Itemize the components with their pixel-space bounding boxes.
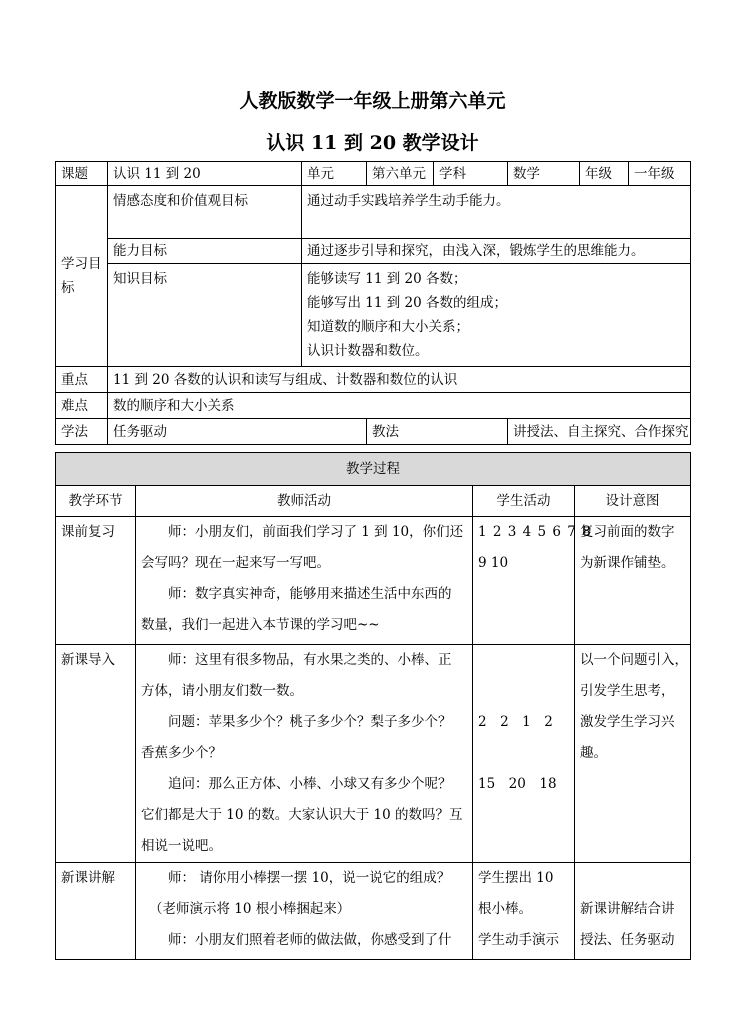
teacher-line: 师：这里有很多物品，有水果之类的、小棒、正 bbox=[168, 652, 452, 668]
intent-line: 授法、任务驱动 bbox=[580, 932, 675, 948]
student-line: 根小棒。 bbox=[478, 901, 532, 917]
teacher-activity-review bbox=[136, 517, 473, 645]
teacher-line: 数量，我们一起进入本节课的学习吧~~ bbox=[141, 617, 380, 633]
stage-intro bbox=[56, 645, 136, 863]
student-line: 学生动手演示 bbox=[478, 932, 559, 948]
goals-label: 学习目标 bbox=[56, 186, 108, 367]
subject-label: 学科 bbox=[434, 162, 508, 186]
intent-line: 趣。 bbox=[580, 745, 607, 761]
student-line: 1 2 3 4 5 6 7 8 bbox=[478, 524, 592, 540]
document-subtitle: 认识 11 到 20 教学设计 bbox=[266, 132, 479, 154]
course-value: 认识 11 到 20 bbox=[108, 162, 302, 186]
key-value: 11 到 20 各数的认识和读写与组成、计数器和数位的认识 bbox=[108, 367, 691, 393]
intent-line: 以一个问题引入， bbox=[580, 652, 688, 668]
teacher-line: 师：小朋友们，前面我们学习了 1 到 10，你们还 bbox=[168, 524, 464, 540]
teacher-line: 师：小朋友们照着老师的做法做，你感受到了什 bbox=[168, 932, 452, 948]
stage-label: 新课讲解 bbox=[61, 870, 115, 886]
design-intent-review bbox=[575, 517, 691, 645]
goal-text-attitude: 通过动手实践培养学生动手能力。 bbox=[302, 186, 691, 239]
design-intent-lecture bbox=[575, 863, 691, 960]
intent-line: 新课讲解结合讲 bbox=[580, 901, 675, 917]
goal-text-ability: 通过逐步引导和探究，由浅入深，锻炼学生的思维能力。 bbox=[302, 239, 691, 264]
course-label: 课题 bbox=[56, 162, 108, 186]
goal-label-attitude: 情感态度和价值观目标 bbox=[108, 186, 302, 239]
goal-label-knowledge: 知识目标 bbox=[108, 264, 302, 367]
student-activity-intro bbox=[473, 645, 575, 863]
header-intent: 设计意图 bbox=[575, 486, 691, 517]
study-method-value: 任务驱动 bbox=[108, 419, 367, 445]
teacher-activity-intro bbox=[136, 645, 473, 863]
key-label: 重点 bbox=[56, 367, 108, 393]
grade-value: 一年级 bbox=[629, 162, 691, 186]
teacher-line: 追问：那么正方体、小棒、小球又有多少个呢？ bbox=[168, 776, 452, 792]
teacher-line: （老师演示将 10 根小棒捆起来） bbox=[149, 901, 351, 917]
unit-value: 第六单元 bbox=[367, 162, 434, 186]
teacher-line: 问题：苹果多少个？桃子多少个？梨子多少个？ bbox=[168, 714, 452, 730]
intent-line: 引发学生思考， bbox=[580, 683, 675, 699]
stage-lecture bbox=[56, 863, 136, 960]
grade-label: 年级 bbox=[580, 162, 629, 186]
teacher-line: 师：数字真实神奇，能够用来描述生活中东西的 bbox=[168, 586, 452, 602]
header-teacher: 教师活动 bbox=[136, 486, 473, 517]
teacher-line: 相说一说吧。 bbox=[141, 838, 222, 854]
teach-method-value: 讲授法、自主探究、合作探究 bbox=[508, 419, 691, 445]
study-method-label: 学法 bbox=[56, 419, 108, 445]
difficulty-label: 难点 bbox=[56, 393, 108, 419]
knowledge-line: 知道数的顺序和大小关系； bbox=[307, 319, 469, 335]
knowledge-line: 认识计数器和数位。 bbox=[307, 343, 429, 359]
teacher-line: 香蕉多少个？ bbox=[141, 745, 222, 761]
stage-review bbox=[56, 517, 136, 645]
knowledge-line: 能够写出 11 到 20 各数的组成； bbox=[307, 295, 508, 311]
student-line: 2 2 1 2 bbox=[478, 714, 553, 730]
student-line: 9 10 bbox=[478, 555, 509, 571]
teacher-line: 它们都是大于 10 的数。大家认识大于 10 的数吗？互 bbox=[141, 807, 463, 823]
goal-label-ability: 能力目标 bbox=[108, 239, 302, 264]
unit-label: 单元 bbox=[302, 162, 367, 186]
teacher-activity-lecture bbox=[136, 863, 473, 960]
teacher-line: 会写吗？现在一起来写一写吧。 bbox=[141, 555, 330, 571]
student-activity-review bbox=[473, 517, 592, 645]
process-table bbox=[55, 452, 691, 960]
intent-line: 复习前面的数字 bbox=[580, 524, 675, 540]
info-table bbox=[55, 161, 691, 445]
design-intent-intro bbox=[575, 645, 691, 863]
header-stage: 教学环节 bbox=[56, 486, 136, 517]
teach-method-label: 教法 bbox=[367, 419, 508, 445]
teacher-line: 师： 请你用小棒摆一摆 10，说一说它的组成？ bbox=[168, 870, 451, 886]
intent-line: 激发学生学习兴 bbox=[580, 714, 675, 730]
student-line: 15 20 18 bbox=[478, 776, 557, 792]
intent-line: 为新课作铺垫。 bbox=[580, 555, 675, 571]
document-title: 人教版数学一年级上册第六单元 bbox=[239, 90, 506, 112]
knowledge-line: 能够读写 11 到 20 各数； bbox=[307, 271, 467, 287]
process-section-title: 教学过程 bbox=[56, 453, 691, 486]
stage-label: 课前复习 bbox=[61, 524, 115, 540]
teacher-line: 方体，请小朋友们数一数。 bbox=[141, 683, 303, 699]
subject-value: 数学 bbox=[508, 162, 580, 186]
student-activity-lecture bbox=[473, 863, 575, 960]
goal-text-knowledge bbox=[302, 264, 691, 367]
difficulty-value: 数的顺序和大小关系 bbox=[108, 393, 691, 419]
student-line: 学生摆出 10 bbox=[478, 870, 554, 886]
header-student: 学生活动 bbox=[473, 486, 575, 517]
stage-label: 新课导入 bbox=[61, 652, 115, 668]
